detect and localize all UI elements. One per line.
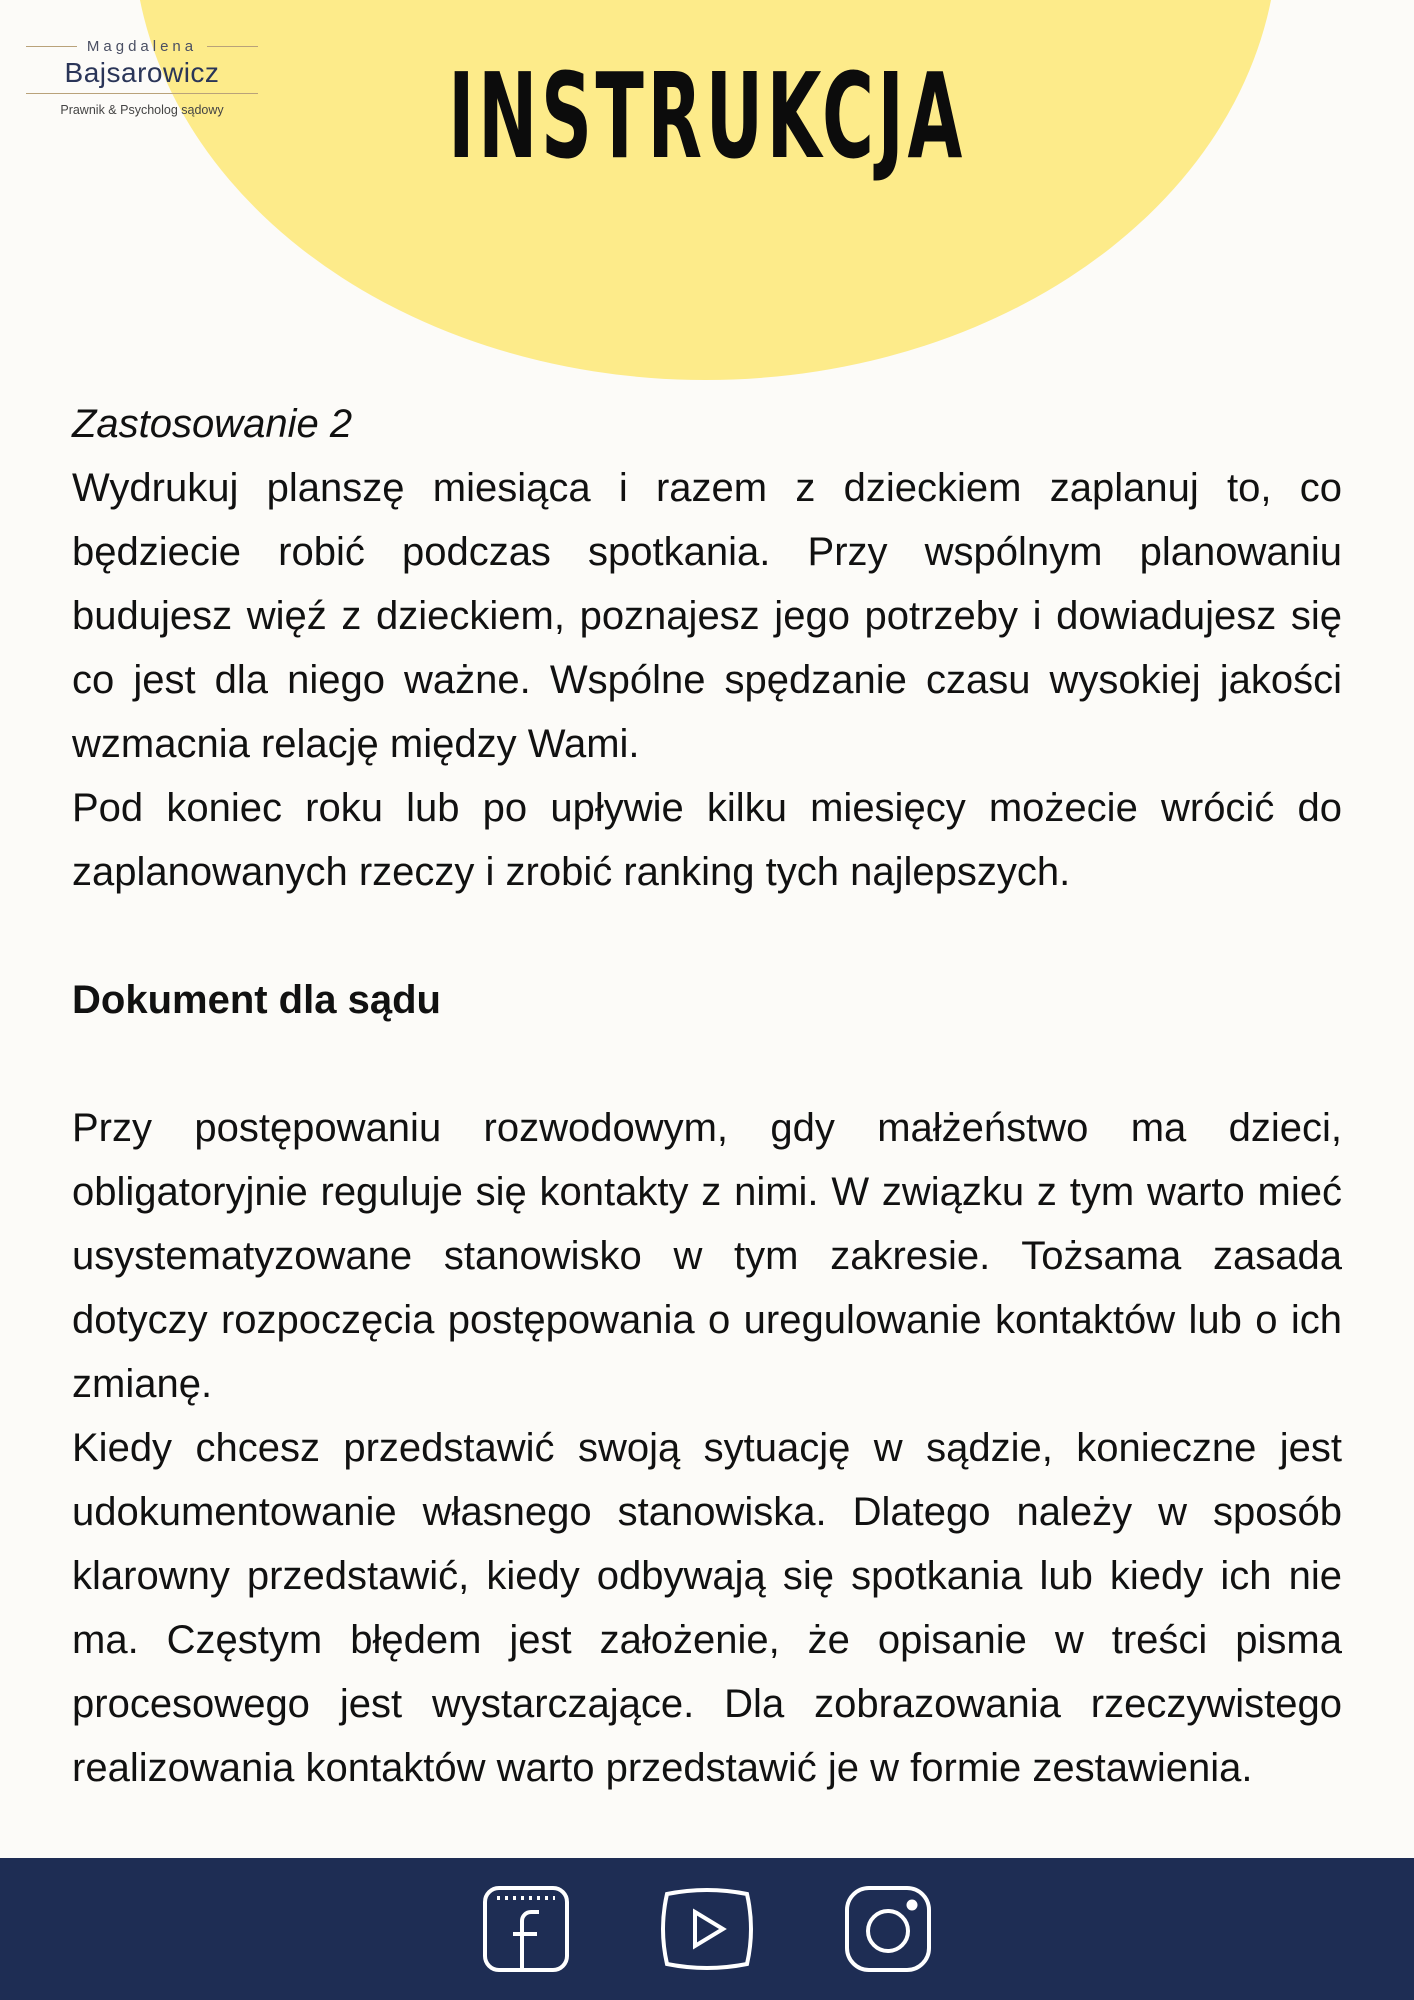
instagram-icon[interactable] — [843, 1884, 933, 1974]
page-title: INSTRUKCJA — [448, 47, 966, 185]
logo-tagline: Prawnik & Psycholog sądowy — [60, 103, 224, 117]
footer-social-bar — [0, 1858, 1414, 2000]
paragraph: Przy postępowaniu rozwodowym, gdy małżeństwo ma dzieci, obligatoryjnie reguluje się kontakty z nimi. W związku z tym warto mieć usystematyzowane stanowisko w tym zakresie. Tożsama zasada dotyczy rozpoczęcia postępowania o uregulowanie kontaktów lub o ich zmianę. — [72, 1106, 1342, 1406]
paragraph: Wydrukuj planszę miesiąca i razem z dzieckiem zaplanuj to, co będziecie robić podczas spotkania. Przy wspólnym planowaniu budujesz więź z dzieckiem, poznajesz jego potrzeby i dowiadujesz się co jest dla niego ważne. Wspólne spędzanie czasu wysokiej jakości wzmacnia relację między Wami. — [72, 466, 1342, 766]
section-subheading: Zastosowanie 2 — [72, 402, 353, 446]
document-body — [72, 392, 1342, 1800]
paragraph: Pod koniec roku lub po upływie kilku miesięcy możecie wrócić do zaplanowanych rzeczy i zrobić ranking tych najlepszych. — [72, 786, 1342, 894]
section-heading: Dokument dla sądu — [72, 978, 441, 1022]
logo-first-name: Magdalena — [86, 38, 198, 55]
logo-rule-right — [207, 46, 258, 47]
facebook-icon[interactable] — [481, 1884, 571, 1974]
youtube-icon[interactable] — [655, 1884, 759, 1974]
paragraph: Kiedy chcesz przedstawić swoją sytuację w sądzie, konieczne jest udokumentowanie własnego stanowiska. Dlatego należy w sposób klarowny przedstawić, kiedy odbywają się spotkania lub kiedy ich nie ma. Częstym błędem jest założenie, że opisanie w treści pisma procesowego jest wystarczające. Dla zobrazowania rzeczywistego realizowania kontaktów warto przedstawić je w formie zestawienia. — [72, 1426, 1342, 1790]
logo-last-name: Bajsarowicz — [64, 57, 220, 88]
logo-rule-left — [26, 46, 77, 47]
logo-underline — [26, 93, 258, 94]
logo-top-row — [26, 38, 258, 55]
brand-logo — [26, 38, 258, 117]
